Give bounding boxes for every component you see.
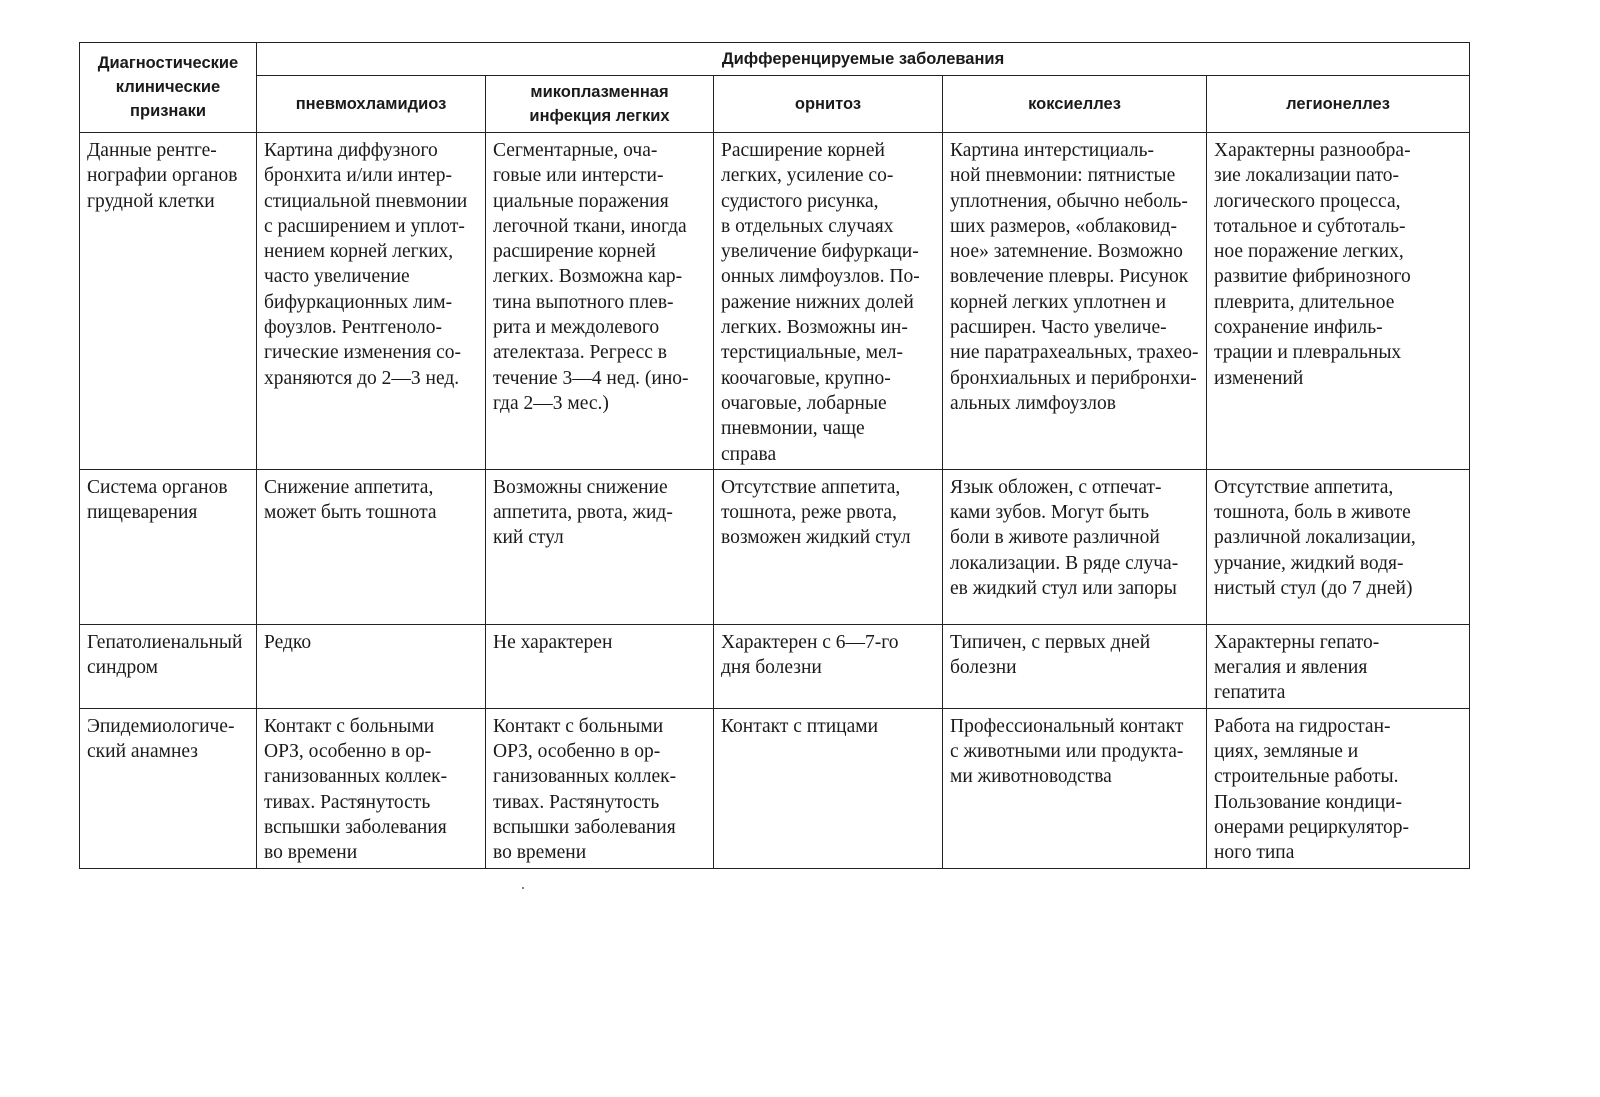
table-row-hepatolienal-syndrome xyxy=(80,624,1470,708)
table-cell: Не характерен xyxy=(486,624,714,708)
table-cell: Картина интерстициаль- ной пневмонии: пятнистые уплотнения, обычно неболь- ших размеров, «облаковид- ное» затемнение. Возможно вовлечение плевры. Рисунок корней легких уплотнен и расширен. Часто увеличе- ние паратрахеальных, трахео- бронхиальных и перибронхи- альных лимфоузлов xyxy=(943,133,1207,470)
table-cell: Контакт с больными ОРЗ, особенно в ор- ганизованных коллек- тивах. Растянутость вспышки заболевания во времени xyxy=(257,708,486,868)
differential-diagnosis-table-wrapper xyxy=(79,42,1469,869)
table-cell: Контакт с птицами xyxy=(714,708,943,868)
scan-speck xyxy=(522,887,524,889)
table-cell: Контакт с больными ОРЗ, особенно в ор- ганизованных коллек- тивах. Растянутость вспышки заболевания во времени xyxy=(486,708,714,868)
table-cell: Характерны гепато- мегалия и явления гепатита xyxy=(1207,624,1470,708)
table-cell: Типичен, с первых дней болезни xyxy=(943,624,1207,708)
row-label-epidemiological-history: Эпидемиологиче- ский анамнез xyxy=(80,708,257,868)
table-row-epidemiological-history xyxy=(80,708,1470,868)
table-cell: Характерен с 6—7-го дня болезни xyxy=(714,624,943,708)
row-label-chest-xray: Данные рентге- нографии органов грудной клетки xyxy=(80,133,257,470)
group-header-differentiated-diseases: Дифференцируемые заболевания xyxy=(257,43,1470,76)
table-cell: Язык обложен, с отпечат- ками зубов. Могут быть боли в животе различной локализации. В ряде случа- ев жидкий стул или запоры xyxy=(943,469,1207,624)
corner-header-diagnostic-signs: Диагностические клинические признаки xyxy=(80,43,257,133)
row-label-digestive-system: Система органов пищеварения xyxy=(80,469,257,624)
table-cell: Картина диффузного бронхита и/или интер- стициальной пневмонии с расширением и уплот- нением корней легких, часто увеличение бифуркационных лим- фоузлов. Рентгеноло- гические изменения со- храняются до 2—3 нед. xyxy=(257,133,486,470)
table-cell: Характерны разнообра- зие локализации пато- логического процесса, тотальное и субтоталь- ное поражение легких, развитие фибринозного плеврита, длительное сохранение инфиль- трации и плевральных изменений xyxy=(1207,133,1470,470)
table-row-chest-xray xyxy=(80,133,1470,470)
column-header-mycoplasma-infection: микоплазменная инфекция легких xyxy=(486,76,714,133)
row-label-hepatolienal-syndrome: Гепатолиенальный синдром xyxy=(80,624,257,708)
table-cell: Редко xyxy=(257,624,486,708)
table-cell: Отсутствие аппетита, тошнота, реже рвота, возможен жидкий стул xyxy=(714,469,943,624)
column-header-legionellosis: легионеллез xyxy=(1207,76,1470,133)
column-header-coxiellosis: коксиеллез xyxy=(943,76,1207,133)
column-header-ornithosis: орнитоз xyxy=(714,76,943,133)
table-row-digestive-system xyxy=(80,469,1470,624)
table-cell: Профессиональный контакт с животными или продукта- ми животноводства xyxy=(943,708,1207,868)
column-header-pneumochlamydiosis: пневмохламидиоз xyxy=(257,76,486,133)
table-cell: Снижение аппетита, может быть тошнота xyxy=(257,469,486,624)
table-cell: Отсутствие аппетита, тошнота, боль в животе различной локализации, урчание, жидкий водя- нистый стул (до 7 дней) xyxy=(1207,469,1470,624)
table-cell: Возможны снижение аппетита, рвота, жид- кий стул xyxy=(486,469,714,624)
table-cell: Расширение корней легких, усиление со- судистого рисунка, в отдельных случаях увеличение бифуркаци- онных лимфоузлов. По- ражение нижних долей легких. Возможны ин- терстициальные, мел- коочаговые, крупно- очаговые, лобарные пневмонии, чаще справа xyxy=(714,133,943,470)
table-cell: Сегментарные, оча- говые или интерсти- циальные поражения легочной ткани, иногда расширение корней легких. Возможна кар- тина выпотного плев- рита и междолевого ателектаза. Регресс в течение 3—4 нед. (ино- гда 2—3 мес.) xyxy=(486,133,714,470)
differential-diagnosis-table xyxy=(79,42,1470,869)
table-cell: Работа на гидростан- циях, земляные и строительные работы. Пользование кондици- онерами рециркулятор- ного типа xyxy=(1207,708,1470,868)
